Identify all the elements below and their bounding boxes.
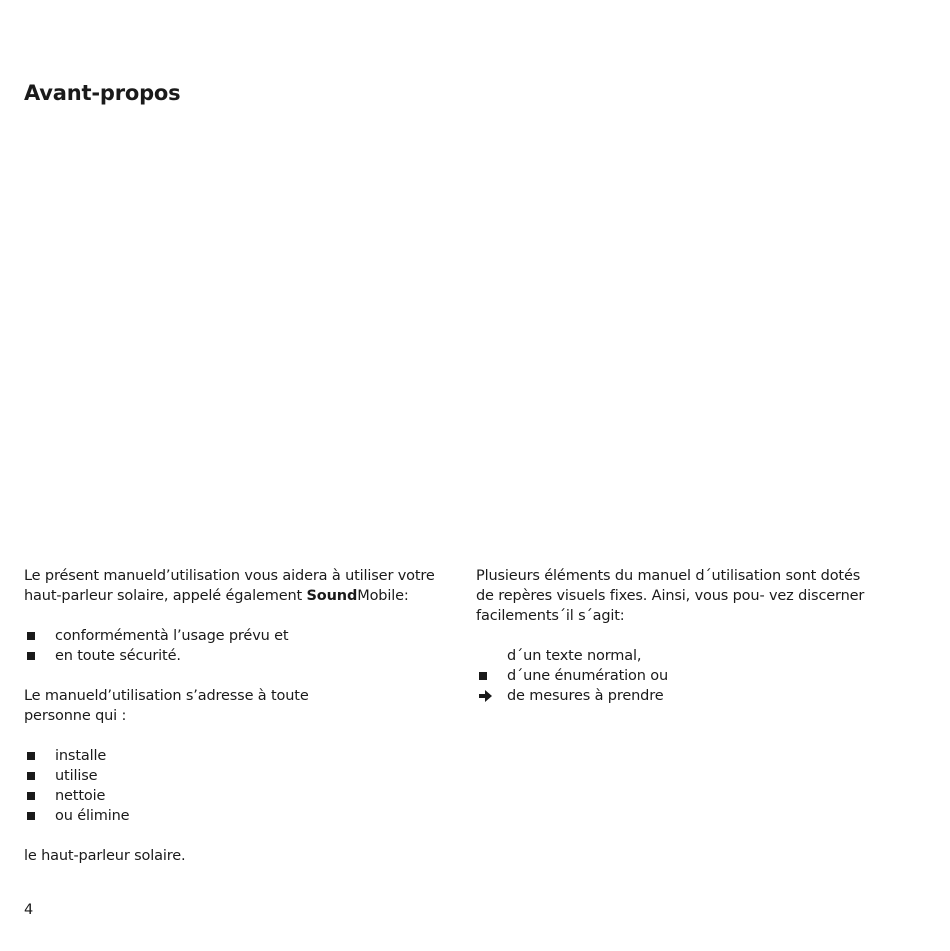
square-bullet-icon bbox=[27, 786, 41, 806]
list-item bbox=[24, 746, 444, 766]
right-intro-line-1: Plusieurs éléments du manuel d´utilisation sont dotés bbox=[476, 568, 861, 584]
list-item-text: utilise bbox=[55, 768, 98, 784]
left-closing: le haut-parleur solaire. bbox=[24, 848, 186, 864]
square-bullet-icon bbox=[27, 806, 41, 826]
page-title: Avant-propos bbox=[24, 81, 181, 105]
list-item bbox=[24, 786, 444, 806]
list-item-text: en toute sécurité. bbox=[55, 648, 181, 664]
square-bullet-icon bbox=[479, 666, 493, 686]
list-item bbox=[476, 646, 896, 666]
list-item-text: nettoie bbox=[55, 788, 106, 804]
left-intro-line-2 bbox=[24, 586, 444, 606]
right-intro-line-3: facilements´il s´agit: bbox=[476, 608, 625, 624]
list-item-text: conformémentà l’usage prévu et bbox=[55, 628, 289, 644]
brand-bold-sound: Sound bbox=[306, 588, 358, 604]
brand-mobile: Mobile: bbox=[357, 588, 409, 604]
list-item-text: d´une énumération ou bbox=[507, 668, 669, 684]
list-item bbox=[24, 806, 444, 826]
list-item-text: de mesures à prendre bbox=[507, 688, 664, 704]
left-column bbox=[24, 566, 444, 866]
list-item bbox=[24, 626, 444, 646]
left-intro-line-1: Le présent manueld’utilisation vous aidera à utiliser votre bbox=[24, 568, 435, 584]
right-column bbox=[476, 566, 896, 706]
left-audience-line-1: Le manueld’utilisation s’adresse à toute bbox=[24, 688, 309, 704]
square-bullet-icon bbox=[27, 626, 41, 646]
list-item-text: installe bbox=[55, 748, 107, 764]
list-item-text: d´un texte normal, bbox=[507, 648, 642, 664]
list-item-text: ou élimine bbox=[55, 808, 130, 824]
square-bullet-icon bbox=[27, 766, 41, 786]
intro-text: haut-parleur solaire, appelé également bbox=[24, 588, 307, 604]
list-item bbox=[476, 666, 896, 686]
list-item bbox=[476, 686, 896, 706]
square-bullet-icon bbox=[27, 646, 41, 666]
left-audience-line-2: personne qui : bbox=[24, 708, 127, 724]
page-number: 4 bbox=[24, 902, 34, 918]
list-item bbox=[24, 646, 444, 666]
list-item bbox=[24, 766, 444, 786]
arrow-right-icon bbox=[479, 686, 493, 706]
square-bullet-icon bbox=[27, 746, 41, 766]
right-intro-line-2: de repères visuels fixes. Ainsi, vous pou- vez discerner bbox=[476, 588, 865, 604]
